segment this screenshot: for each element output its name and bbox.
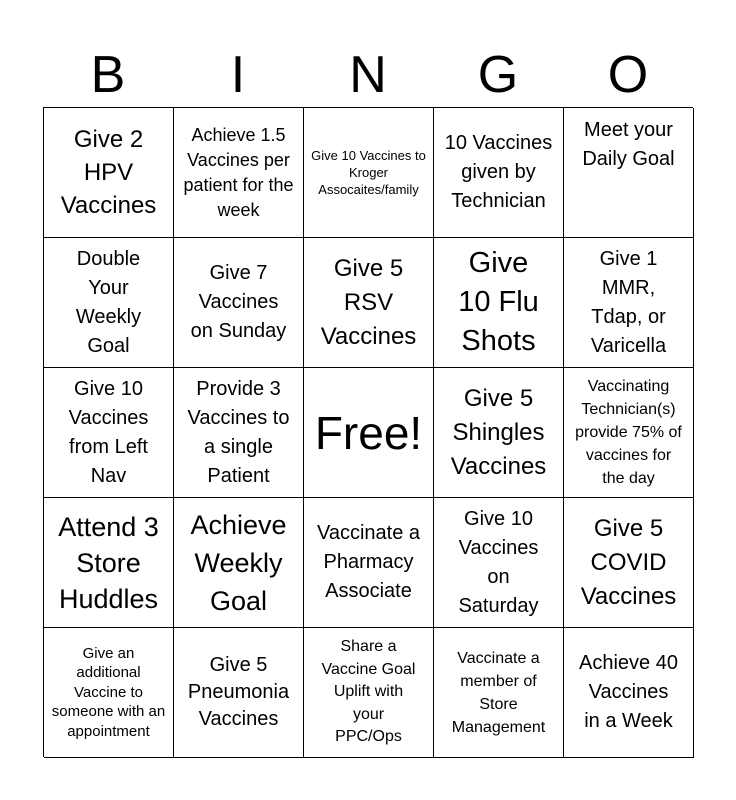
cell-text: Achieve Weekly Goal	[190, 509, 287, 616]
cell-text: Give 1 MMR, Tdap, or Varicella	[590, 247, 667, 357]
cell-text: Give 7 Vaccines on Sunday	[190, 262, 287, 342]
bingo-cell[interactable]	[564, 498, 694, 628]
cell-text: Give an additional Vaccine to someone with an appointment	[51, 644, 166, 740]
cell-text: Share a Vaccine Goal Uplift with your PPC/Ops	[321, 638, 416, 746]
bingo-cell[interactable]	[564, 108, 694, 238]
cell-text: Double Your Weekly Goal	[75, 247, 142, 357]
bingo-cell[interactable]	[174, 368, 304, 498]
bingo-cell[interactable]	[434, 498, 564, 628]
header-letter-o: O	[607, 46, 649, 104]
bingo-grid	[43, 107, 693, 757]
cell-text: Meet your Daily Goal	[582, 119, 675, 170]
cell-text: Give 2 HPV Vaccines	[60, 126, 157, 219]
bingo-cell[interactable]	[304, 628, 434, 758]
bingo-cell[interactable]	[564, 628, 694, 758]
bingo-header	[43, 44, 693, 106]
bingo-cell[interactable]	[564, 368, 694, 498]
cell-text: Give 10 Flu Shots	[458, 247, 539, 357]
bingo-cell[interactable]	[434, 628, 564, 758]
cell-text: Vaccinating Technician(s) provide 75% of vaccines for the day	[575, 378, 682, 487]
bingo-cell[interactable]	[434, 368, 564, 498]
header-letter-b: B	[90, 46, 126, 104]
cell-text: Achieve 40 Vaccines in a Week	[579, 652, 678, 732]
bingo-cell[interactable]	[44, 628, 174, 758]
header-letter-i: I	[230, 46, 246, 104]
cell-text: Vaccinate a Pharmacy Associate	[316, 522, 421, 602]
cell-text: Vaccinate a member of Store Management	[451, 649, 546, 736]
bingo-cell[interactable]	[44, 108, 174, 238]
cell-text: Achieve 1.5 Vaccines per patient for the week	[183, 124, 294, 220]
bingo-cell[interactable]	[304, 498, 434, 628]
free-text: Free!	[314, 406, 423, 459]
bingo-cell[interactable]	[174, 498, 304, 628]
bingo-cell[interactable]	[304, 238, 434, 368]
cell-text: 10 Vaccines given by Technician	[444, 132, 553, 212]
bingo-cell[interactable]	[564, 238, 694, 368]
cell-text: Give 10 Vaccines on Saturday	[458, 507, 539, 617]
bingo-cell[interactable]	[434, 108, 564, 238]
cell-text: Give 10 Vaccines to Kroger Assocaites/family	[311, 148, 426, 197]
cell-text: Give 5 RSV Vaccines	[320, 254, 417, 350]
cell-text: Give 10 Vaccines from Left Nav	[68, 377, 149, 487]
bingo-cell[interactable]	[174, 238, 304, 368]
bingo-cell[interactable]	[44, 368, 174, 498]
bingo-cell[interactable]	[44, 238, 174, 368]
bingo-cell[interactable]	[174, 108, 304, 238]
free-cell[interactable]	[304, 368, 434, 498]
cell-text: Give 5 Pneumonia Vaccines	[187, 654, 290, 730]
bingo-cell[interactable]	[174, 628, 304, 758]
cell-text: Give 5 Shingles Vaccines	[450, 384, 547, 480]
header-letter-g: G	[477, 46, 519, 104]
bingo-cell[interactable]	[44, 498, 174, 628]
cell-text: Give 5 COVID Vaccines	[580, 514, 677, 610]
bingo-cell[interactable]	[304, 108, 434, 238]
header-letter-n: N	[349, 46, 387, 104]
cell-text: Attend 3 Store Huddles	[58, 511, 159, 614]
cell-text: Provide 3 Vaccines to a single Patient	[187, 377, 290, 487]
bingo-cell[interactable]	[434, 238, 564, 368]
